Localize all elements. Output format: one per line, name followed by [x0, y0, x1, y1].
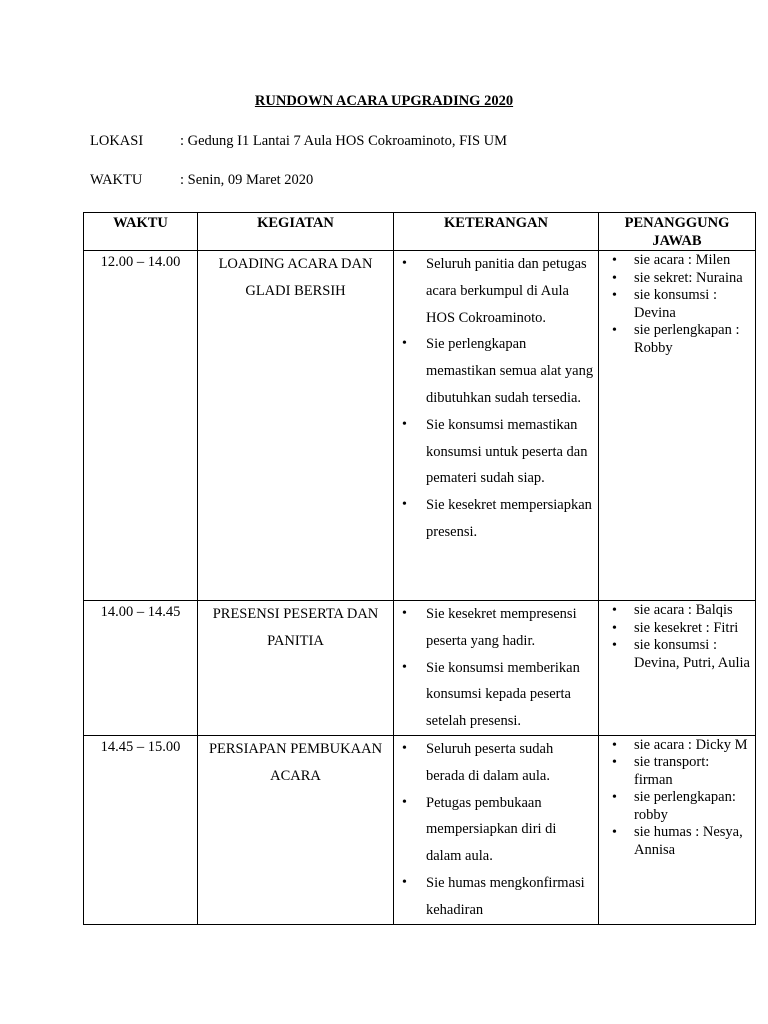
table-row: [84, 601, 756, 736]
time-value: : Senin, 09 Maret 2020: [180, 172, 314, 188]
header-kegiatan: KEGIATAN: [198, 213, 394, 251]
list-item: • sie acara : Balqis: [599, 602, 751, 620]
table-header-row: [84, 213, 756, 251]
row-notes: [394, 735, 599, 924]
list-item: • sie konsumsi : Devina, Putri, Aulia: [599, 637, 751, 672]
list-item: • sie perlengkapan: robby: [599, 789, 751, 824]
document-title: RUNDOWN ACARA UPGRADING 2020: [254, 93, 514, 109]
row-pic: [599, 601, 756, 736]
list-item: • sie acara : Dicky M: [599, 737, 751, 755]
list-item: • sie acara : Milen: [599, 252, 751, 270]
row-activity: PRESENSI PESERTA DAN PANITIA: [198, 601, 394, 736]
list-item: • sie kesekret : Fitri: [599, 620, 751, 638]
time-row: [90, 172, 313, 189]
list-item: • Seluruh panitia dan petugas acara berkumpul di Aula HOS Cokroaminoto.: [394, 251, 594, 331]
row-time: 12.00 – 14.00: [84, 251, 198, 601]
list-item: • sie humas : Nesya, Annisa: [599, 824, 751, 859]
list-item: • Petugas pembukaan mempersiapkan diri di dalam aula.: [394, 790, 594, 870]
row-activity: LOADING ACARA DAN GLADI BERSIH: [198, 251, 394, 601]
list-item: • Sie konsumsi memastikan konsumsi untuk peserta dan pemateri sudah siap.: [394, 412, 594, 492]
header-penanggung-jawab: PENANGGUNG JAWAB: [599, 213, 756, 251]
list-item: • sie sekret: Nuraina: [599, 270, 751, 288]
list-item: • sie konsumsi : Devina: [599, 287, 751, 322]
list-item: • sie transport: firman: [599, 754, 751, 789]
list-item: • Sie humas mengkonfirmasi kehadiran: [394, 870, 594, 924]
table-row: [84, 251, 756, 601]
row-pic: [599, 735, 756, 924]
rundown-table: [83, 212, 756, 925]
row-notes: [394, 251, 599, 601]
row-time: 14.00 – 14.45: [84, 601, 198, 736]
list-item: • Seluruh peserta sudah berada di dalam aula.: [394, 736, 594, 790]
table-row: [84, 735, 756, 924]
list-item: • Sie perlengkapan memastikan semua alat yang dibutuhkan sudah tersedia.: [394, 331, 594, 411]
row-activity: PERSIAPAN PEMBUKAAN ACARA: [198, 735, 394, 924]
header-waktu: WAKTU: [84, 213, 198, 251]
list-item: • sie perlengkapan : Robby: [599, 322, 751, 357]
row-notes: [394, 601, 599, 736]
row-pic: [599, 251, 756, 601]
time-label: WAKTU: [90, 172, 143, 188]
row-time: 14.45 – 15.00: [84, 735, 198, 924]
list-item: • Sie kesekret mempresensi peserta yang hadir.: [394, 601, 594, 655]
location-value: : Gedung I1 Lantai 7 Aula HOS Cokroaminoto, FIS UM: [180, 133, 508, 149]
list-item: • Sie konsumsi memberikan konsumsi kepada peserta setelah presensi.: [394, 655, 594, 735]
list-item: • Sie kesekret mempersiapkan presensi.: [394, 492, 594, 546]
location-row: [90, 133, 507, 150]
location-label: LOKASI: [90, 133, 144, 149]
header-keterangan: KETERANGAN: [394, 213, 599, 251]
